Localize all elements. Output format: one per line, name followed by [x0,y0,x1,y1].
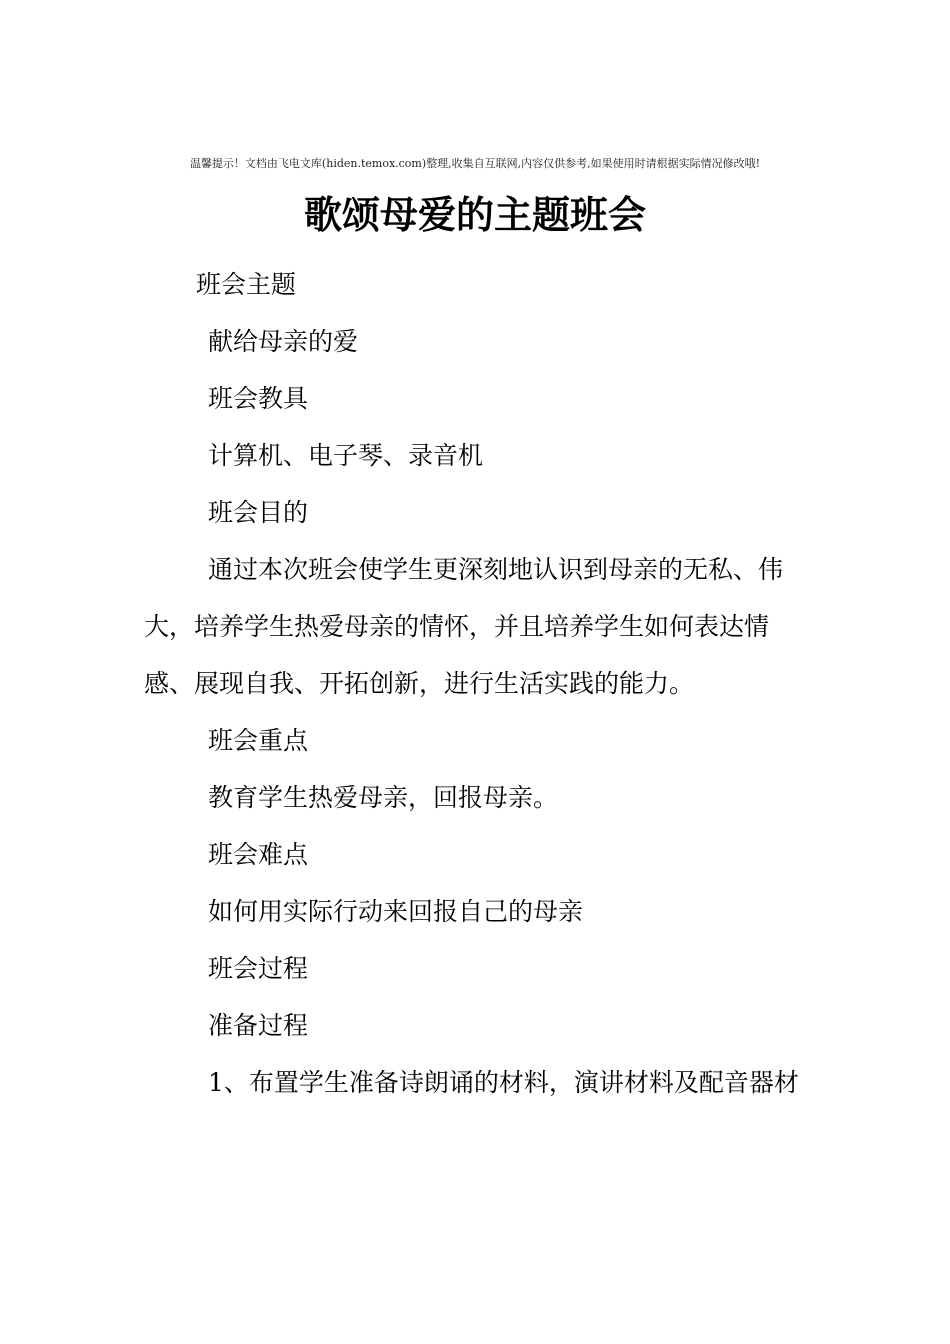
paragraph-difficulties-heading: 班会难点 [208,840,309,869]
paragraph-preparation-step-1: 1、布置学生准备诗朗诵的材料，演讲材料及配音器材 [208,1068,799,1097]
paragraph-meeting-theme-heading: 班会主题 [196,270,297,299]
header-notice: 温馨提示！文档由飞电文库(hiden.temox.com)整理,收集自互联网,内容仅供参考,如果使用时请根据实际情况修改哦! [189,157,761,170]
paragraph-goals: 通过本次班会使学生更深刻地认识到母亲的无私、伟大，培养学生热爱母亲的情怀，并且培养学生如何表达情感、展现自我、开拓创新，进行生活实践的能力。 [144,555,784,698]
paragraph-process-heading: 班会过程 [208,954,309,983]
paragraph-difficulties: 如何用实际行动来回报自己的母亲 [208,897,584,926]
paragraph-goals-heading: 班会目的 [208,498,309,527]
document-body [144,256,812,1111]
document-title: 歌颂母爱的主题班会 [303,192,646,237]
paragraph-preparation-heading: 准备过程 [208,1011,309,1040]
paragraph-key-points-heading: 班会重点 [208,726,309,755]
paragraph-teaching-aids-heading: 班会教具 [208,384,309,413]
paragraph-key-points: 教育学生热爱母亲，回报母亲。 [208,783,559,812]
paragraph-teaching-aids: 计算机、电子琴、录音机 [208,441,484,470]
paragraph-meeting-theme: 献给母亲的爱 [208,327,359,356]
